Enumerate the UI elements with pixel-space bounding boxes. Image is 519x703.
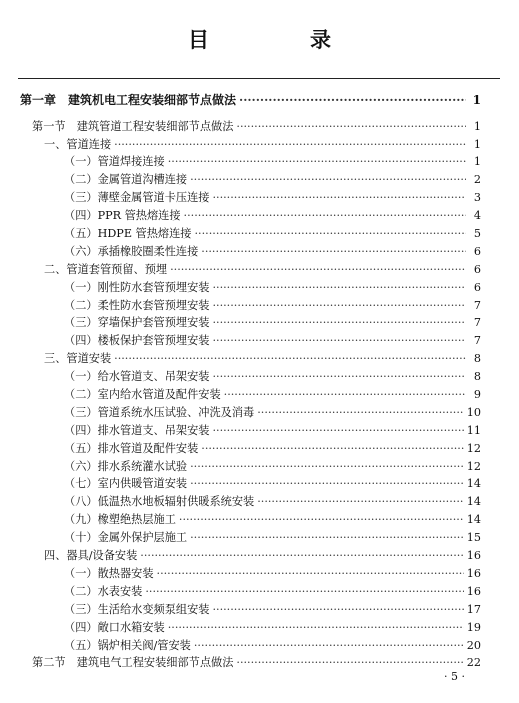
toc-entry[interactable]: （九）橡塑绝热层施工 ····· 14 (64, 511, 481, 528)
toc-entry[interactable]: （一）给水管道支、吊架安装 ····· 8 (64, 368, 481, 385)
toc-entry[interactable]: （八）低温热水地板辐射供暖系统安装 ····· 14 (64, 493, 481, 510)
toc-entry[interactable]: （四）排水管道支、吊架安装 ····· 11 (64, 422, 481, 439)
toc-entry[interactable]: （一）刚性防水套管预埋安装 ····· 6 (64, 279, 481, 296)
toc-entry[interactable]: （二）水表安装 ····· 16 (64, 583, 481, 600)
toc-entry[interactable]: （三）管道系统水压试验、冲洗及消毒 ····· 10 (64, 404, 481, 421)
toc-entry[interactable]: （二）柔性防水套管预埋安装 ····· 7 (64, 297, 481, 314)
toc-entry[interactable]: 第一章 建筑机电工程安装细部节点做法 ····· 1 (20, 92, 481, 109)
toc-entry[interactable]: （三）穿墙保护套管预埋安装 ····· 7 (64, 314, 481, 331)
title-rule (18, 78, 500, 79)
toc-entry[interactable]: 三、管道安装 ····· 8 (44, 350, 481, 367)
toc-entry[interactable]: （二）室内给水管道及配件安装 ····· 9 (64, 386, 481, 403)
toc-entry[interactable]: 四、器具/设备安装 ····· 16 (44, 547, 481, 564)
toc-entry[interactable]: （六）承插橡胶圈柔性连接 ····· 6 (64, 243, 481, 260)
toc-title: 目 录 (188, 27, 371, 52)
toc-entry[interactable]: （一）散热器安装 ····· 16 (64, 565, 481, 582)
toc-entry[interactable]: （五）排水管道及配件安装 ····· 12 (64, 440, 481, 457)
toc-entry[interactable]: 二、管道套管预留、预埋 ····· 6 (44, 261, 481, 278)
toc-entry[interactable]: （五）锅炉相关阀/管安装 ····· 20 (64, 637, 481, 654)
toc-entry[interactable]: （一）管道焊接连接 ····· 1 (64, 153, 481, 170)
toc-entry[interactable]: 第二节 建筑电气工程安装细部节点做法 ····· 22 (32, 654, 481, 671)
toc-entry[interactable]: （十）金属外保护层施工 ····· 15 (64, 529, 481, 546)
toc-entry[interactable]: （六）排水系统灌水试验 ····· 12 (64, 458, 481, 475)
toc-entry[interactable]: （三）生活给水变频泵组安装 ····· 17 (64, 601, 481, 618)
toc-entry[interactable]: （四）敞口水箱安装 ····· 19 (64, 619, 481, 636)
toc-entry[interactable]: 第一节 建筑管道工程安装细部节点做法 ····· 1 (32, 118, 481, 135)
toc-entry[interactable]: （三）薄壁金属管道卡压连接 ····· 3 (64, 189, 481, 206)
page-number: · 5 · (444, 670, 465, 683)
toc-entry[interactable]: （五）HDPE 管热熔连接 ····· 5 (64, 225, 481, 242)
toc-entry[interactable]: 一、管道连接 ····· 1 (44, 136, 481, 153)
toc-entry[interactable]: （二）金属管道沟槽连接 ····· 2 (64, 171, 481, 188)
toc-entry[interactable]: （七）室内供暖管道安装 ····· 14 (64, 475, 481, 492)
toc-entry[interactable]: （四）楼板保护套管预埋安装 ····· 7 (64, 332, 481, 349)
toc-entry[interactable]: （四）PPR 管热熔连接 ····· 4 (64, 207, 481, 224)
